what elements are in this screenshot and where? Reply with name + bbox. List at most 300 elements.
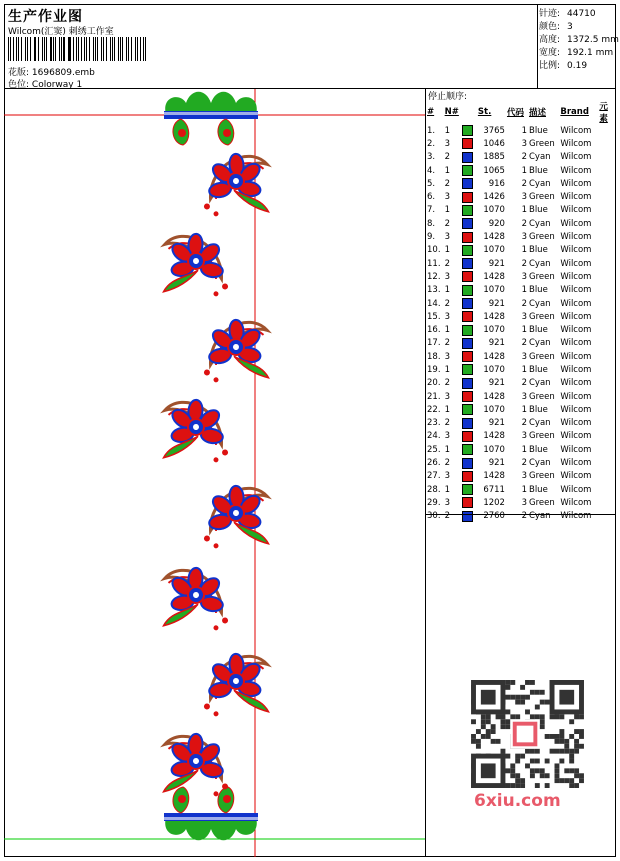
stat-colors: 颜色: 3 — [539, 22, 573, 32]
thread-color-swatch — [462, 258, 473, 269]
row-number: 28. — [427, 484, 441, 495]
table-row — [426, 456, 617, 469]
color-swatch — [461, 456, 477, 469]
thread-color-swatch — [462, 232, 473, 243]
barcode-bar — [69, 37, 71, 61]
embroidery-preview-svg — [4, 89, 425, 857]
needle-number: 3 — [444, 497, 451, 508]
thread-color-swatch — [462, 245, 473, 256]
page-title: 生产作业图 — [8, 9, 83, 25]
thread-color-swatch — [462, 311, 473, 322]
element-cell — [598, 244, 617, 257]
thread-color-swatch — [462, 418, 473, 429]
color-code: 2 — [521, 338, 527, 349]
row-number: 10. — [427, 245, 441, 256]
color-description: Green — [528, 471, 555, 482]
paisley-motif — [149, 557, 242, 646]
barcode-bar — [95, 37, 96, 61]
stitch-count: 1885 — [483, 152, 505, 163]
row-number: 25. — [427, 444, 441, 455]
row-number: 12. — [427, 271, 441, 282]
thread-brand: Wilcom — [560, 418, 592, 429]
thread-color-swatch — [462, 404, 473, 415]
table-row — [426, 230, 617, 243]
stitch-count: 1046 — [483, 138, 505, 149]
element-cell — [598, 297, 617, 310]
stitch-count: 2760 — [483, 511, 505, 522]
needle-number: 1 — [444, 245, 451, 256]
stop-sequence-table — [426, 100, 617, 523]
needle-number: 3 — [444, 232, 451, 243]
color-description: Cyan — [528, 258, 551, 269]
table-row — [426, 190, 617, 203]
color-swatch — [461, 151, 477, 164]
table-header-row — [426, 100, 617, 124]
color-swatch — [461, 230, 477, 243]
thread-color-swatch — [462, 138, 473, 149]
barcode-bar — [21, 37, 23, 61]
thread-color-swatch — [462, 458, 473, 469]
thread-brand: Wilcom — [560, 205, 592, 216]
element-cell — [598, 217, 617, 230]
table-row — [426, 443, 617, 456]
needle-number: 3 — [444, 431, 451, 442]
color-swatch — [461, 496, 477, 509]
barcode-bar — [76, 37, 77, 61]
row-number: 11. — [427, 258, 441, 269]
table-row — [426, 390, 617, 403]
thread-brand: Wilcom — [560, 471, 592, 482]
thread-brand: Wilcom — [560, 351, 592, 362]
barcode-bar — [27, 37, 28, 61]
element-cell — [598, 230, 617, 243]
barcode-bar — [112, 37, 113, 61]
col-header-code: 代码 — [506, 108, 524, 118]
thread-brand: Wilcom — [560, 245, 592, 256]
table-row — [426, 403, 617, 416]
needle-number: 2 — [444, 338, 451, 349]
color-code: 3 — [521, 431, 527, 442]
thread-color-swatch — [462, 298, 473, 309]
stitch-count: 1070 — [483, 285, 505, 296]
thread-color-swatch — [462, 125, 473, 136]
row-number: 2. — [427, 138, 436, 149]
row-number: 4. — [427, 165, 436, 176]
row-number: 8. — [427, 218, 436, 229]
row-number: 5. — [427, 178, 436, 189]
table-row — [426, 284, 617, 297]
thread-brand: Wilcom — [560, 325, 592, 336]
row-number: 27. — [427, 471, 441, 482]
stat-scale: 比例: 0.19 — [539, 61, 588, 71]
stitch-count: 1428 — [483, 431, 505, 442]
table-row — [426, 124, 617, 137]
stat-height: 高度: 1372.5 mm — [539, 35, 619, 45]
barcode-bar — [44, 37, 45, 61]
stitch-count: 921 — [488, 418, 505, 429]
stat-width: 宽度: 192.1 mm — [539, 48, 614, 58]
element-cell — [598, 430, 617, 443]
row-number: 15. — [427, 311, 441, 322]
thread-brand: Wilcom — [560, 258, 592, 269]
element-cell — [598, 124, 617, 137]
color-swatch — [461, 417, 477, 430]
needle-number: 3 — [444, 192, 451, 203]
col-header-element: 元素 — [599, 102, 608, 124]
needle-number: 2 — [444, 178, 451, 189]
color-code: 3 — [521, 351, 527, 362]
table-row — [426, 177, 617, 190]
stop-sequence-panel — [425, 89, 617, 522]
needle-number: 1 — [444, 125, 451, 136]
color-description: Green — [528, 431, 555, 442]
table-row — [426, 310, 617, 323]
needle-number: 1 — [444, 364, 451, 375]
barcode-bar — [63, 37, 64, 61]
stitch-count: 920 — [488, 218, 505, 229]
element-cell — [598, 483, 617, 496]
stitch-count: 916 — [488, 178, 505, 189]
thread-color-swatch — [462, 431, 473, 442]
color-code: 1 — [521, 205, 527, 216]
barcode-bar — [78, 37, 79, 61]
color-swatch — [461, 217, 477, 230]
color-code: 2 — [521, 218, 527, 229]
thread-brand: Wilcom — [560, 271, 592, 282]
stitch-count: 6711 — [483, 484, 505, 495]
color-description: Cyan — [528, 178, 551, 189]
element-cell — [598, 403, 617, 416]
color-code: 2 — [521, 418, 527, 429]
barcode-bar — [8, 37, 9, 61]
row-number: 30. — [427, 511, 441, 522]
row-number: 13. — [427, 285, 441, 296]
element-cell — [598, 443, 617, 456]
bottom-border-motif — [164, 787, 258, 840]
element-cell — [598, 496, 617, 509]
needle-number: 2 — [444, 218, 451, 229]
paisley-motif — [190, 475, 283, 564]
color-code: 2 — [521, 458, 527, 469]
row-number: 26. — [427, 458, 441, 469]
color-description: Blue — [528, 165, 548, 176]
color-description: Blue — [528, 205, 548, 216]
color-swatch — [461, 350, 477, 363]
thread-color-swatch — [462, 165, 473, 176]
thread-color-swatch — [462, 285, 473, 296]
color-swatch — [461, 177, 477, 190]
col-header-no: # — [427, 107, 435, 117]
color-description: Green — [528, 391, 555, 402]
element-cell — [598, 390, 617, 403]
stitch-count: 1428 — [483, 391, 505, 402]
col-header-desc: 描述 — [528, 108, 546, 118]
thread-color-swatch — [462, 391, 473, 402]
thread-brand: Wilcom — [560, 391, 592, 402]
color-code: 2 — [521, 152, 527, 163]
paisley-motif — [149, 389, 242, 478]
needle-number: 3 — [444, 471, 451, 482]
color-code: 2 — [521, 298, 527, 309]
table-row — [426, 323, 617, 336]
table-row — [426, 137, 617, 150]
table-row — [426, 430, 617, 443]
barcode-bar — [68, 37, 69, 61]
element-cell — [598, 177, 617, 190]
barcode-bar — [118, 37, 119, 61]
stop-sequence-title: 停止顺序: — [428, 92, 468, 102]
color-description: Green — [528, 192, 555, 203]
row-number: 3. — [427, 152, 436, 163]
table-row — [426, 483, 617, 496]
element-cell — [598, 270, 617, 283]
needle-number: 1 — [444, 484, 451, 495]
row-number: 21. — [427, 391, 441, 402]
stitch-count: 1070 — [483, 245, 505, 256]
thread-brand: Wilcom — [560, 458, 592, 469]
row-number: 7. — [427, 205, 436, 216]
design-file-value: 1696809.emb — [31, 68, 95, 78]
thread-color-swatch — [462, 364, 473, 375]
color-description: Cyan — [528, 378, 551, 389]
barcode-bar — [131, 37, 133, 61]
barcode-bar — [97, 37, 98, 61]
stitch-count: 921 — [488, 258, 505, 269]
element-cell — [598, 363, 617, 376]
color-swatch — [461, 124, 477, 137]
thread-color-swatch — [462, 325, 473, 336]
stitch-count: 1428 — [483, 471, 505, 482]
stats-panel — [537, 4, 619, 88]
barcode-bar — [59, 37, 60, 61]
row-number: 18. — [427, 351, 441, 362]
color-swatch — [461, 257, 477, 270]
color-description: Blue — [528, 404, 548, 415]
element-cell — [598, 350, 617, 363]
thread-color-swatch — [462, 484, 473, 495]
color-description: Green — [528, 351, 555, 362]
barcode-bar — [126, 37, 127, 61]
table-row — [426, 151, 617, 164]
color-code: 3 — [521, 138, 527, 149]
color-swatch — [461, 337, 477, 350]
color-code: 1 — [521, 325, 527, 336]
element-cell — [598, 204, 617, 217]
header-info — [4, 4, 538, 88]
stitch-count: 1428 — [483, 232, 505, 243]
barcode-bar — [35, 37, 36, 61]
row-number: 24. — [427, 431, 441, 442]
row-number: 6. — [427, 192, 436, 203]
needle-number: 1 — [444, 444, 451, 455]
thread-color-swatch — [462, 378, 473, 389]
element-cell — [598, 417, 617, 430]
stitch-count: 1428 — [483, 351, 505, 362]
barcode-bar — [42, 37, 43, 61]
element-cell — [598, 164, 617, 177]
table-row — [426, 470, 617, 483]
color-description: Cyan — [528, 298, 551, 309]
element-cell — [598, 151, 617, 164]
thread-brand: Wilcom — [560, 152, 592, 163]
table-row — [426, 417, 617, 430]
color-code: 1 — [521, 165, 527, 176]
stitch-count: 1428 — [483, 271, 505, 282]
barcode — [8, 37, 148, 61]
barcode-bar — [13, 37, 14, 61]
barcode-bar — [25, 37, 26, 61]
thread-brand: Wilcom — [560, 511, 592, 522]
stitch-count: 921 — [488, 338, 505, 349]
stitch-count: 921 — [488, 378, 505, 389]
element-cell — [598, 137, 617, 150]
barcode-bar — [128, 37, 129, 61]
color-swatch — [461, 137, 477, 150]
color-swatch — [461, 443, 477, 456]
barcode-bar — [55, 37, 56, 61]
stitch-count: 1070 — [483, 205, 505, 216]
thread-brand: Wilcom — [560, 165, 592, 176]
table-row — [426, 270, 617, 283]
needle-number: 1 — [444, 325, 451, 336]
barcode-bar — [110, 37, 111, 61]
color-swatch — [461, 164, 477, 177]
table-row — [426, 350, 617, 363]
barcode-bar — [18, 37, 19, 61]
barcode-bar — [30, 37, 31, 61]
thread-color-swatch — [462, 271, 473, 282]
color-code: 3 — [521, 271, 527, 282]
color-swatch — [461, 310, 477, 323]
color-description: Cyan — [528, 418, 551, 429]
thread-brand: Wilcom — [560, 404, 592, 415]
thread-color-swatch — [462, 444, 473, 455]
paisley-motif — [190, 143, 283, 232]
thread-brand: Wilcom — [560, 285, 592, 296]
needle-number: 1 — [444, 205, 451, 216]
color-description: Blue — [528, 325, 548, 336]
color-code: 3 — [521, 192, 527, 203]
thread-brand: Wilcom — [560, 431, 592, 442]
color-description: Blue — [528, 444, 548, 455]
needle-number: 3 — [444, 351, 451, 362]
barcode-bar — [34, 37, 35, 61]
color-code: 1 — [521, 285, 527, 296]
col-header-swatch — [461, 100, 477, 124]
thread-brand: Wilcom — [560, 192, 592, 203]
row-number: 29. — [427, 497, 441, 508]
top-border-motif — [164, 92, 258, 145]
needle-number: 2 — [444, 511, 451, 522]
color-swatch — [461, 284, 477, 297]
stitch-count: 1070 — [483, 444, 505, 455]
thread-brand: Wilcom — [560, 484, 592, 495]
color-description: Blue — [528, 285, 548, 296]
needle-number: 2 — [444, 298, 451, 309]
color-description: Cyan — [528, 338, 551, 349]
table-row — [426, 244, 617, 257]
thread-color-swatch — [462, 497, 473, 508]
thread-color-swatch — [462, 152, 473, 163]
color-code: 1 — [521, 484, 527, 495]
paisley-motif — [190, 309, 283, 398]
thread-brand: Wilcom — [560, 497, 592, 508]
row-number: 22. — [427, 404, 441, 415]
element-cell — [598, 456, 617, 469]
table-row — [426, 257, 617, 270]
color-description: Cyan — [528, 152, 551, 163]
color-code: 1 — [521, 125, 527, 136]
table-row — [426, 337, 617, 350]
color-description: Cyan — [528, 218, 551, 229]
element-cell — [598, 310, 617, 323]
table-row — [426, 204, 617, 217]
needle-number: 3 — [444, 391, 451, 402]
color-code: 1 — [521, 364, 527, 375]
stitch-count: 1426 — [483, 192, 505, 203]
barcode-bar — [61, 37, 62, 61]
thread-color-swatch — [462, 218, 473, 229]
color-description: Blue — [528, 125, 548, 136]
color-description: Green — [528, 497, 555, 508]
barcode-bar — [135, 37, 136, 61]
paisley-motif — [190, 643, 283, 732]
barcode-bar — [38, 37, 39, 61]
element-cell — [598, 284, 617, 297]
barcode-bar — [81, 37, 82, 61]
row-number: 20. — [427, 378, 441, 389]
colorway-value: Colorway 1 — [31, 80, 83, 90]
row-number: 1. — [427, 125, 436, 136]
thread-brand: Wilcom — [560, 378, 592, 389]
color-swatch — [461, 323, 477, 336]
barcode-bar — [143, 37, 144, 61]
color-description: Green — [528, 271, 555, 282]
stitch-count: 1070 — [483, 364, 505, 375]
color-swatch — [461, 297, 477, 310]
color-code: 2 — [521, 511, 527, 522]
barcode-bar — [114, 37, 115, 61]
color-description: Cyan — [528, 511, 551, 522]
qr-code-graphic — [470, 680, 585, 788]
color-description: Cyan — [528, 458, 551, 469]
barcode-bar — [53, 37, 54, 61]
stitch-count: 921 — [488, 298, 505, 309]
stitch-count: 1070 — [483, 325, 505, 336]
needle-number: 1 — [444, 404, 451, 415]
barcode-bar — [137, 37, 138, 61]
color-code: 3 — [521, 311, 527, 322]
needle-number: 2 — [444, 458, 451, 469]
barcode-bar — [93, 37, 94, 61]
barcode-bar — [106, 37, 107, 61]
stitch-count: 1202 — [483, 497, 505, 508]
col-header-brand: Brand — [560, 107, 589, 117]
needle-number: 2 — [444, 258, 451, 269]
color-description: Green — [528, 138, 555, 149]
row-number: 16. — [427, 325, 441, 336]
color-description: Blue — [528, 245, 548, 256]
design-preview — [4, 89, 425, 857]
element-cell — [598, 377, 617, 390]
company-name: Wilcom(汇窦) 刺绣工作室 — [8, 27, 114, 37]
stitch-count: 1070 — [483, 404, 505, 415]
table-row — [426, 496, 617, 509]
stitch-count: 1065 — [483, 165, 505, 176]
table-row — [426, 363, 617, 376]
barcode-bar — [50, 37, 52, 61]
barcode-bar — [103, 37, 104, 61]
